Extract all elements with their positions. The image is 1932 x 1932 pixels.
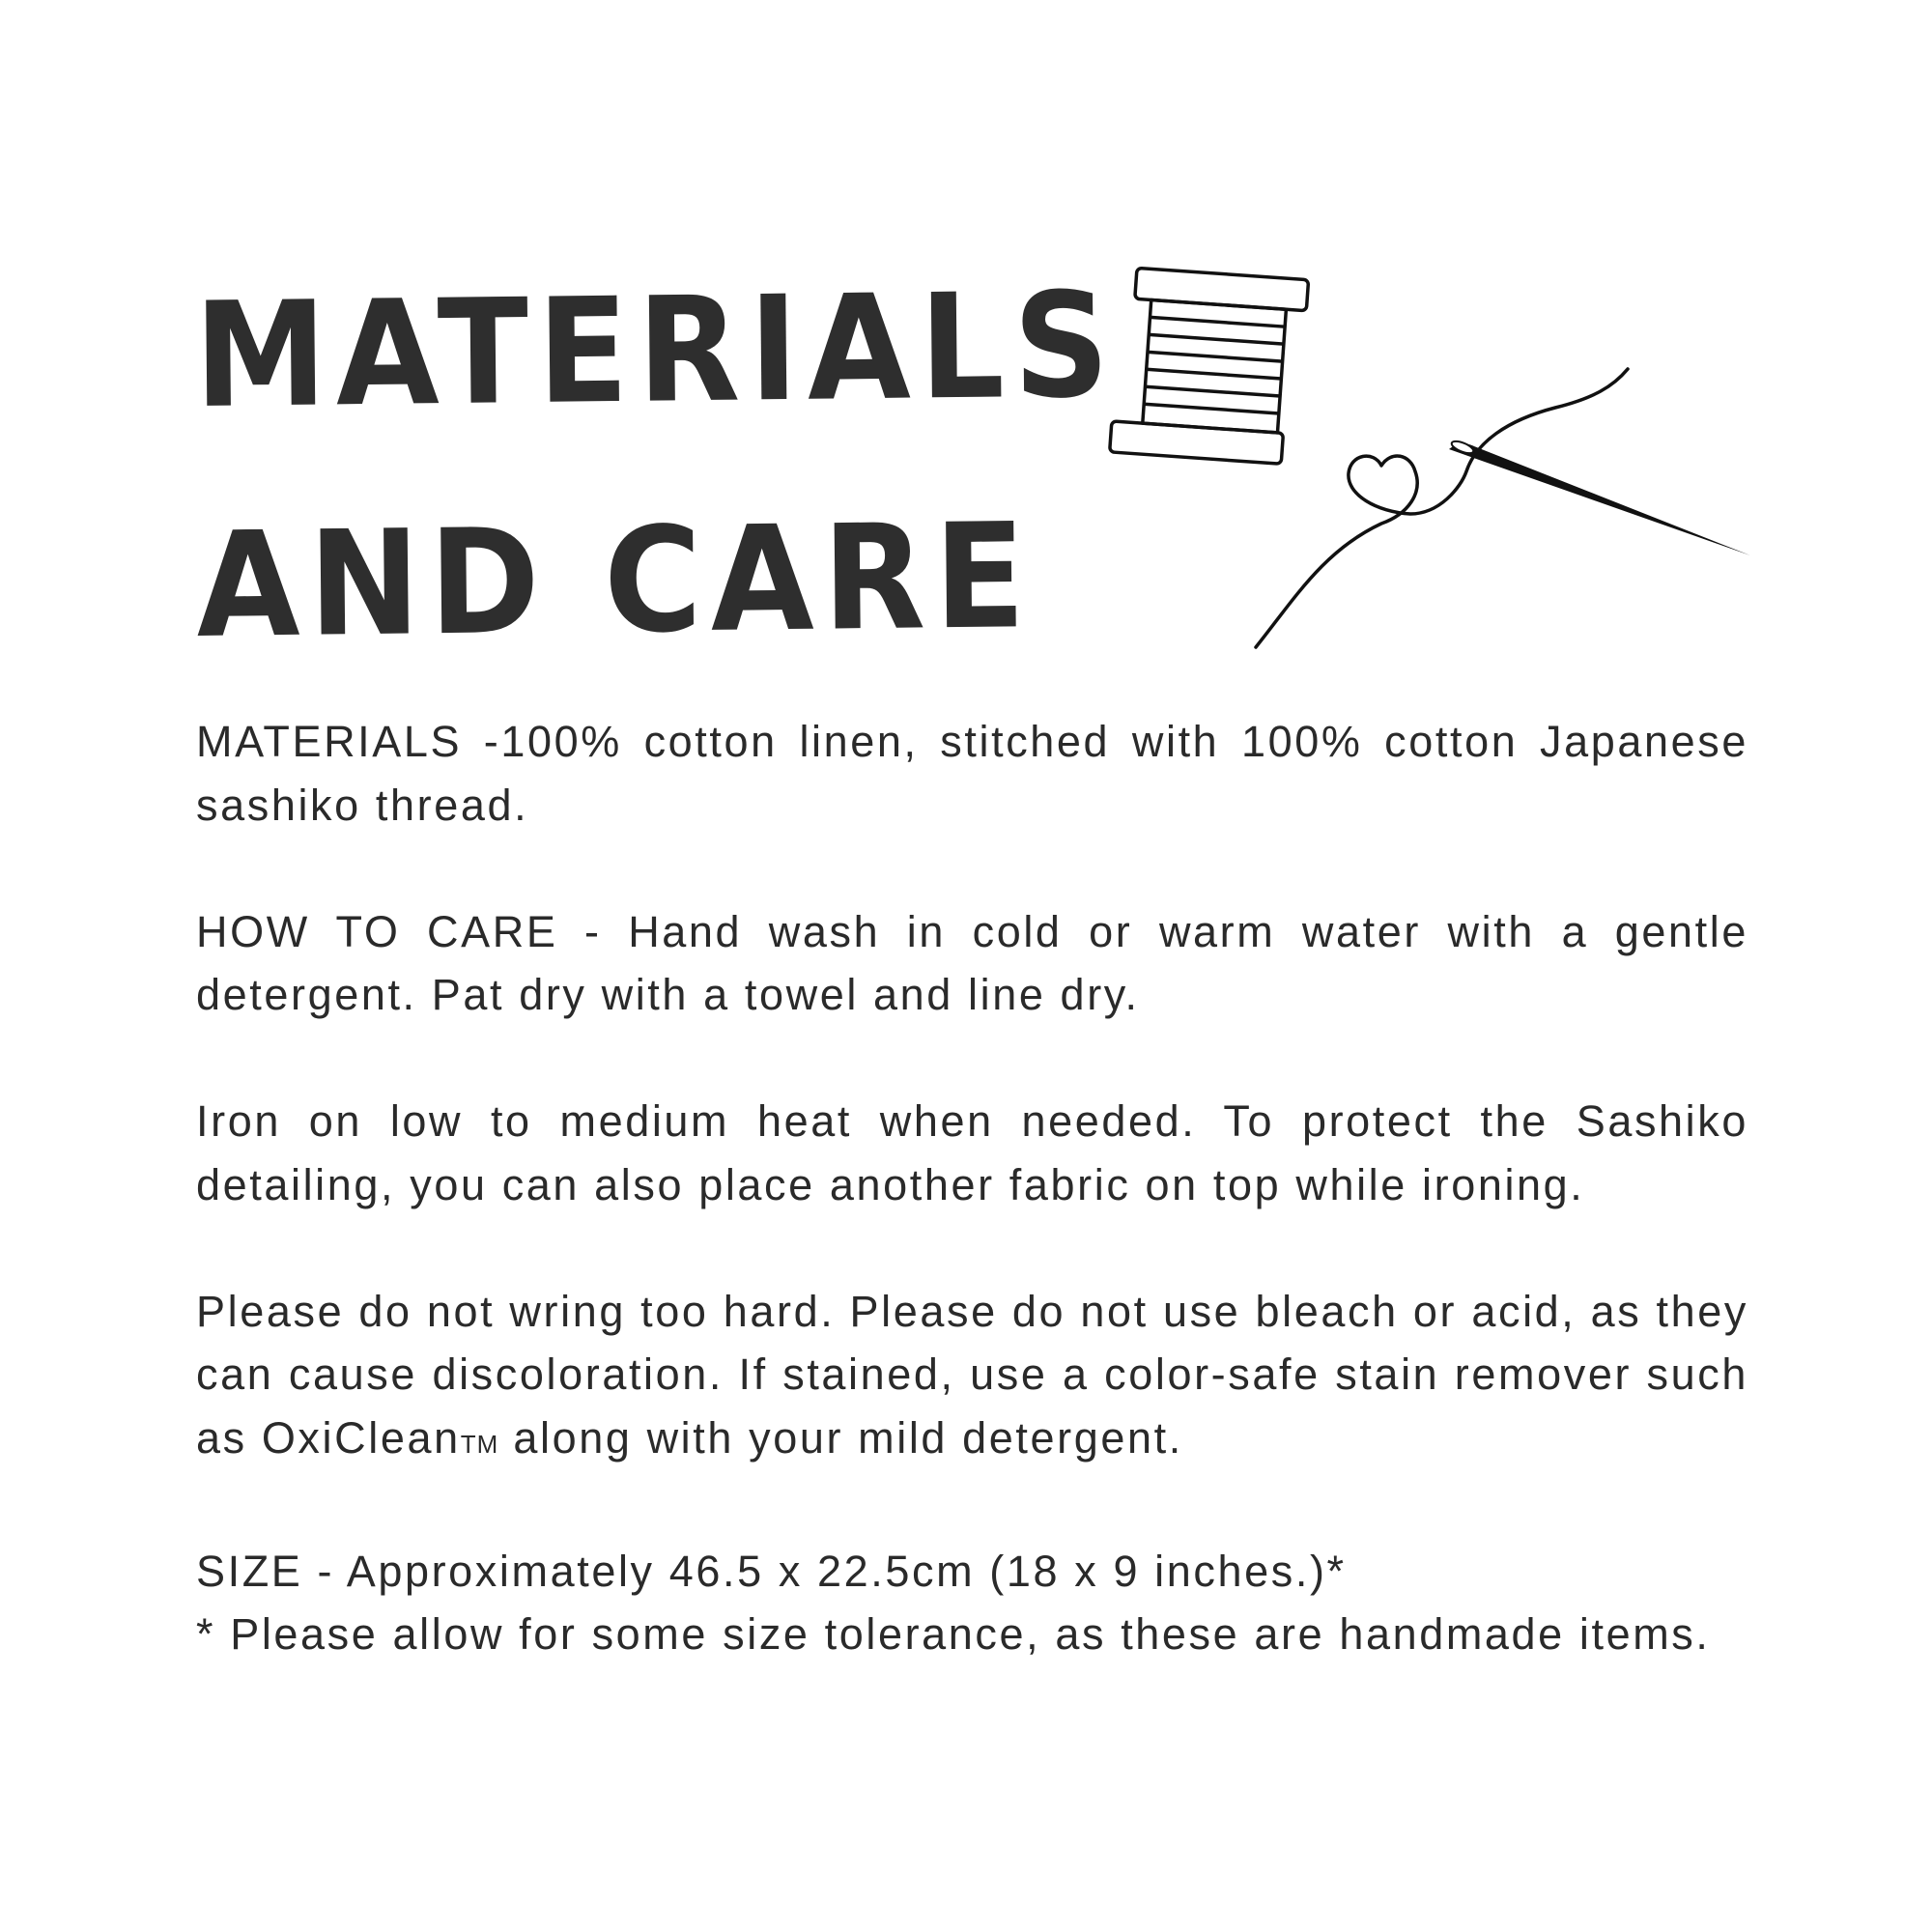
size-line: SIZE - Approximately 46.5 x 22.5cm (18 x 9 inches.)* — [196, 1546, 1347, 1596]
thread-spool-icon — [1110, 267, 1309, 465]
care-instructions — [196, 710, 1748, 1666]
size-note: * Please allow for some size tolerance, as these are handmade items. — [196, 1609, 1711, 1659]
title-line-1: MATERIALS — [193, 262, 1120, 440]
size-paragraph — [196, 1540, 1748, 1666]
warning-text: Please do not wring too hard. Please do not use bleach or acid, as they can cause discoloration. If stained, use a color-safe stain remover such as OxiClean — [196, 1286, 1748, 1463]
sewing-illustration — [1101, 261, 1768, 667]
warning-text-end: along with your mild detergent. — [498, 1412, 1183, 1463]
page-title — [193, 231, 1122, 701]
ironing-paragraph: Iron on low to medium heat when needed. To protect the Sashiko detailing, you can also place another fabric on top while ironing. — [196, 1096, 1748, 1209]
materials-paragraph: MATERIALS -100% cotton linen, stitched with 100% cotton Japanese sashiko thread. — [196, 717, 1748, 830]
title-line-2: AND CARE — [195, 493, 1036, 670]
warning-paragraph — [196, 1280, 1748, 1477]
needle-icon — [1449, 439, 1750, 555]
trademark-symbol: TM — [460, 1429, 499, 1459]
heart-thread-icon — [1256, 369, 1628, 647]
how-to-care-paragraph: HOW TO CARE - Hand wash in cold or warm water with a gentle detergent. Pat dry with a towel and line dry. — [196, 906, 1748, 1019]
